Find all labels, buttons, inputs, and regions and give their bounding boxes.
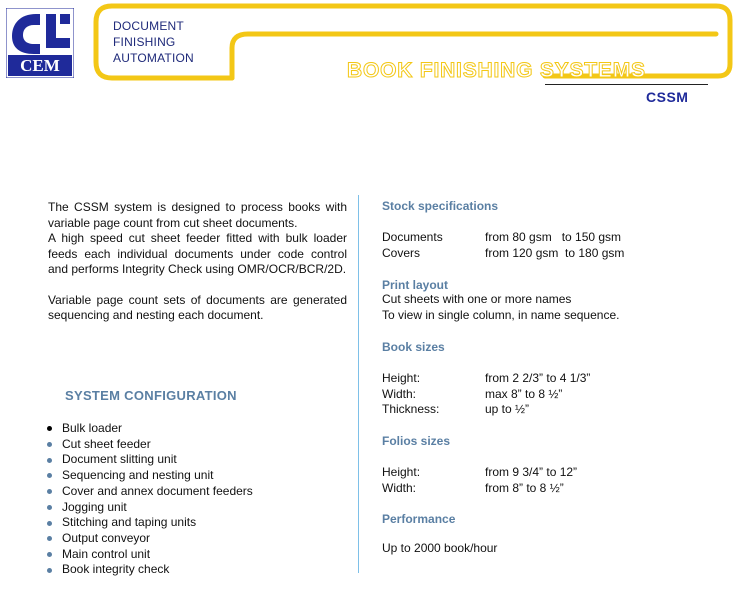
list-item xyxy=(47,515,253,531)
performance-text: Up to 2000 book/hour xyxy=(382,541,498,555)
stock-label: Documents xyxy=(382,230,443,244)
stock-value: from 120 gsm to 180 gsm xyxy=(485,245,625,260)
tagline xyxy=(113,18,194,66)
list-item xyxy=(47,421,253,437)
performance-title: Performance xyxy=(382,512,456,526)
bullet-icon xyxy=(47,473,52,478)
list-item xyxy=(47,437,253,453)
product-code: CSSM xyxy=(646,89,689,105)
book-size-value: from 2 2/3” to 4 1/3” xyxy=(485,371,591,385)
bullet-icon xyxy=(47,505,52,510)
book-size-row xyxy=(382,387,590,403)
book-size-row xyxy=(382,371,590,387)
bullet-icon xyxy=(47,568,52,573)
book-size-label: Height: xyxy=(382,371,421,385)
tagline-line-3: AUTOMATION xyxy=(113,51,194,65)
bullet-icon xyxy=(47,536,52,541)
list-item-label: Main control unit xyxy=(62,546,151,561)
list-item-label: Book integrity check xyxy=(62,562,170,577)
folio-size-value: from 9 3/4” to 12” xyxy=(485,465,578,479)
header-frame xyxy=(0,0,736,110)
stock-row xyxy=(382,230,624,246)
bullet-icon xyxy=(47,458,52,463)
book-size-value: max 8” to 8 ½” xyxy=(485,386,563,401)
bullet-icon xyxy=(47,521,52,526)
book-size-value: up to ½” xyxy=(485,402,530,416)
intro-paragraph-1: The CSSM system is designed to process books with variable page count from cut sheet documents. xyxy=(48,200,347,230)
book-size-label: Thickness: xyxy=(382,402,440,416)
folio-size-label: Height: xyxy=(382,465,421,479)
list-item xyxy=(47,452,253,468)
folios-sizes-section xyxy=(382,434,577,496)
print-layout-line: Cut sheets with one or more names xyxy=(382,292,572,306)
print-layout-title: Print layout xyxy=(382,278,449,292)
tagline-line-1: DOCUMENT xyxy=(113,19,184,33)
page-title: BOOK FINISHING SYSTEMS xyxy=(347,59,646,82)
tagline-line-2: FINISHING xyxy=(113,35,176,49)
list-item-label: Jogging unit xyxy=(62,499,127,514)
bullet-icon xyxy=(47,552,52,557)
book-sizes-title: Book sizes xyxy=(382,340,445,354)
stock-value: from 80 gsm to 150 gsm xyxy=(485,230,622,244)
folios-sizes-title: Folios sizes xyxy=(382,434,451,448)
system-configuration-title: SYSTEM CONFIGURATION xyxy=(65,388,237,403)
stock-section xyxy=(382,199,624,261)
list-item-label: Cover and annex document feeders xyxy=(62,483,253,498)
column-divider xyxy=(358,195,359,573)
title-underline xyxy=(545,84,708,85)
list-item xyxy=(47,562,253,578)
list-item xyxy=(47,531,253,547)
list-item-label: Stitching and taping units xyxy=(62,515,197,530)
list-item-label: Bulk loader xyxy=(62,421,123,435)
bullet-icon xyxy=(47,489,52,494)
bullet-icon xyxy=(47,442,52,447)
folio-size-row xyxy=(382,481,577,497)
list-item-label: Cut sheet feeder xyxy=(62,436,151,451)
book-sizes-section xyxy=(382,340,590,418)
book-size-label: Width: xyxy=(382,386,417,401)
intro-text xyxy=(48,200,347,324)
list-item-label: Sequencing and nesting unit xyxy=(62,468,214,483)
logo-text: CEM xyxy=(20,56,60,75)
bullet-icon xyxy=(47,426,52,431)
list-item-label: Document slitting unit xyxy=(62,452,177,467)
folio-size-label: Width: xyxy=(382,480,417,495)
stock-label: Covers xyxy=(382,245,421,260)
list-item-label: Output conveyor xyxy=(62,530,151,545)
performance-section xyxy=(382,512,497,557)
print-layout-section xyxy=(382,278,619,323)
folio-size-value: from 8” to 8 ½” xyxy=(485,480,564,495)
stock-title: Stock specifications xyxy=(382,199,499,213)
intro-paragraph-2: A high speed cut sheet feeder fitted with bulk loader feeds each individual documents under code control and performs Integrity Check using OMR/OCR/BCR/2D. xyxy=(48,231,347,276)
list-item xyxy=(47,547,253,563)
folio-size-row xyxy=(382,465,577,481)
print-layout-line: To view in single column, in name sequence. xyxy=(382,307,620,322)
book-size-row xyxy=(382,402,590,418)
system-configuration-list xyxy=(47,421,253,578)
list-item xyxy=(47,468,253,484)
list-item xyxy=(47,484,253,500)
stock-row xyxy=(382,246,624,262)
intro-paragraph-3: Variable page count sets of documents are generated sequencing and nesting each document. xyxy=(48,292,347,322)
list-item xyxy=(47,500,253,516)
